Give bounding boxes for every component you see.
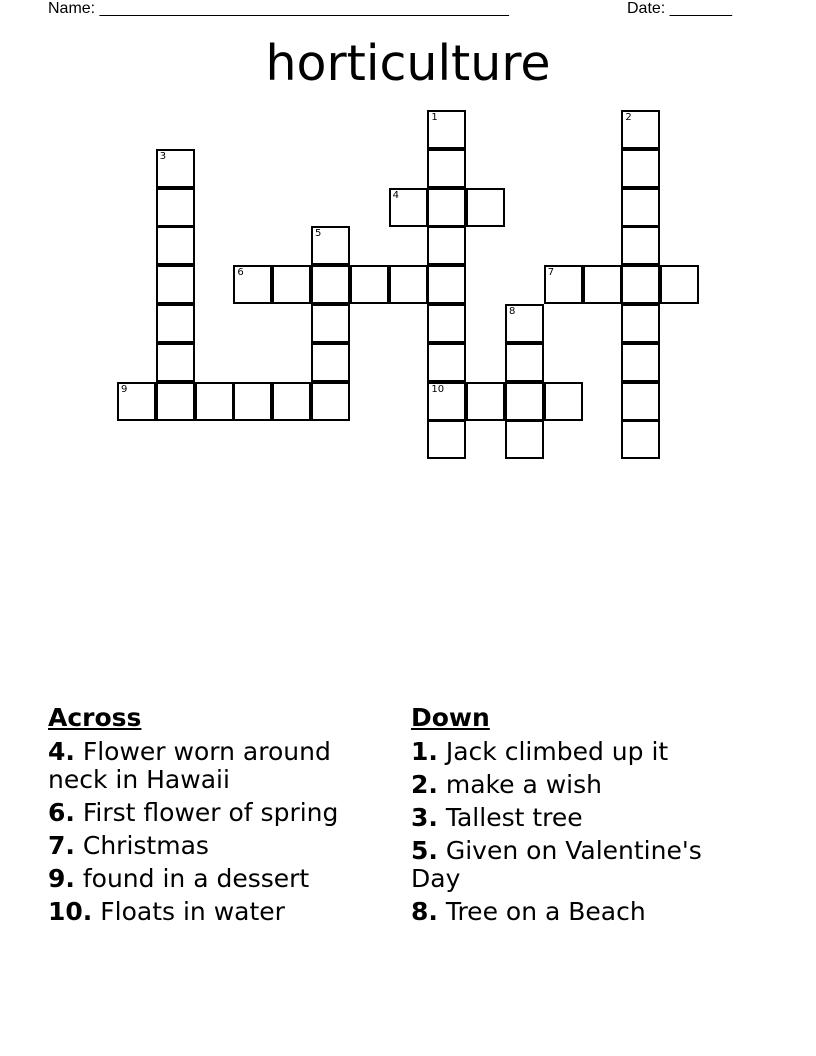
grid-cell[interactable] (583, 265, 622, 304)
grid-cell[interactable] (427, 343, 466, 382)
grid-cell[interactable] (272, 265, 311, 304)
cell-number: 1 (431, 112, 438, 123)
clue-number: 3. (411, 803, 438, 832)
grid-cell[interactable] (311, 265, 350, 304)
clue-number: 1. (411, 737, 438, 766)
cell-number: 7 (547, 267, 555, 279)
grid-cell[interactable] (427, 265, 466, 304)
clue-number: 5. (411, 836, 438, 865)
down-clues (411, 703, 731, 931)
clue-number: 2. (411, 770, 438, 799)
grid-cell[interactable] (311, 304, 350, 343)
clue-text: Given on Valentine's Day (411, 836, 702, 893)
clue-text: found in a dessert (82, 864, 310, 893)
clue-text: Tree on a Beach (445, 897, 646, 926)
cell-number: 8 (509, 306, 516, 317)
grid-cell[interactable] (156, 343, 195, 382)
grid-cell[interactable] (427, 188, 466, 227)
grid-cell[interactable] (389, 265, 428, 304)
grid-cell[interactable] (621, 226, 660, 265)
grid-cell[interactable] (427, 149, 466, 188)
date-field-line: Date: _______ (627, 0, 732, 17)
clue-across-6 (48, 799, 378, 827)
grid-cell[interactable] (427, 226, 466, 265)
cell-number: 4 (392, 189, 399, 201)
clue-across-7 (48, 832, 378, 860)
grid-cell[interactable] (272, 382, 311, 421)
grid-cell[interactable] (311, 343, 350, 382)
grid-cell[interactable] (311, 382, 350, 421)
grid-cell[interactable] (156, 188, 195, 227)
grid-cell[interactable] (621, 149, 660, 188)
grid-cell[interactable] (621, 304, 660, 343)
grid-cell[interactable] (505, 382, 544, 421)
clue-number: 7. (48, 831, 75, 860)
cell-number: 9 (121, 383, 128, 395)
clue-down-2 (411, 771, 731, 799)
clue-down-5 (411, 837, 731, 893)
grid-cell[interactable] (117, 382, 156, 421)
clue-text: make a wish (445, 770, 602, 799)
grid-cell[interactable] (389, 188, 428, 227)
grid-cell[interactable] (505, 420, 544, 459)
grid-cell[interactable] (427, 420, 466, 459)
clue-text: Tallest tree (445, 803, 583, 832)
grid-cell[interactable] (621, 420, 660, 459)
grid-cell[interactable] (466, 382, 505, 421)
clue-text: First flower of spring (82, 798, 339, 827)
grid-cell[interactable] (621, 188, 660, 227)
down-heading: Down (411, 703, 490, 732)
grid-cell[interactable] (544, 382, 583, 421)
clue-number: 4. (48, 737, 75, 766)
clue-text: Floats in water (100, 897, 285, 926)
grid-cell[interactable] (156, 382, 195, 421)
grid-cell[interactable] (156, 149, 195, 188)
grid-cell[interactable] (311, 226, 350, 265)
clue-number: 9. (48, 864, 75, 893)
clue-down-1 (411, 738, 731, 766)
grid-cell[interactable] (505, 304, 544, 343)
clue-number: 10. (48, 897, 93, 926)
grid-cell[interactable] (195, 382, 234, 421)
cell-number: 5 (315, 228, 322, 240)
grid-cell[interactable] (621, 343, 660, 382)
clue-down-3 (411, 804, 731, 832)
cell-number: 2 (625, 112, 632, 123)
grid-cell[interactable] (156, 304, 195, 343)
cell-number: 6 (237, 267, 244, 279)
grid-cell[interactable] (505, 343, 544, 382)
across-clues (48, 703, 378, 931)
grid-cell[interactable] (621, 265, 660, 304)
grid-cell[interactable] (544, 265, 583, 304)
across-heading: Across (48, 703, 142, 732)
grid-cell[interactable] (427, 110, 466, 149)
clue-text: Flower worn around neck in Hawaii (48, 737, 331, 794)
grid-cell[interactable] (427, 382, 466, 421)
clue-number: 6. (48, 798, 75, 827)
cell-number: 10 (431, 383, 445, 395)
grid-cell[interactable] (427, 304, 466, 343)
clue-text: Christmas (82, 831, 209, 860)
crossword-grid (0, 0, 816, 470)
grid-cell[interactable] (350, 265, 389, 304)
grid-cell[interactable] (156, 265, 195, 304)
clue-across-4 (48, 738, 378, 794)
grid-cell[interactable] (621, 110, 660, 149)
clue-number: 8. (411, 897, 438, 926)
grid-cell[interactable] (621, 382, 660, 421)
clue-text: Jack climbed up it (445, 737, 669, 766)
clue-across-10 (48, 898, 378, 926)
grid-cell[interactable] (660, 265, 699, 304)
cell-number: 3 (159, 150, 167, 162)
clue-across-9 (48, 865, 378, 893)
grid-cell[interactable] (156, 226, 195, 265)
grid-cell[interactable] (466, 188, 505, 227)
grid-cell[interactable] (233, 382, 272, 421)
puzzle-title: horticulture (265, 35, 551, 92)
name-field-line: Name: ______________________________________________ (48, 0, 509, 17)
clue-down-8 (411, 898, 731, 926)
grid-cell[interactable] (233, 265, 272, 304)
